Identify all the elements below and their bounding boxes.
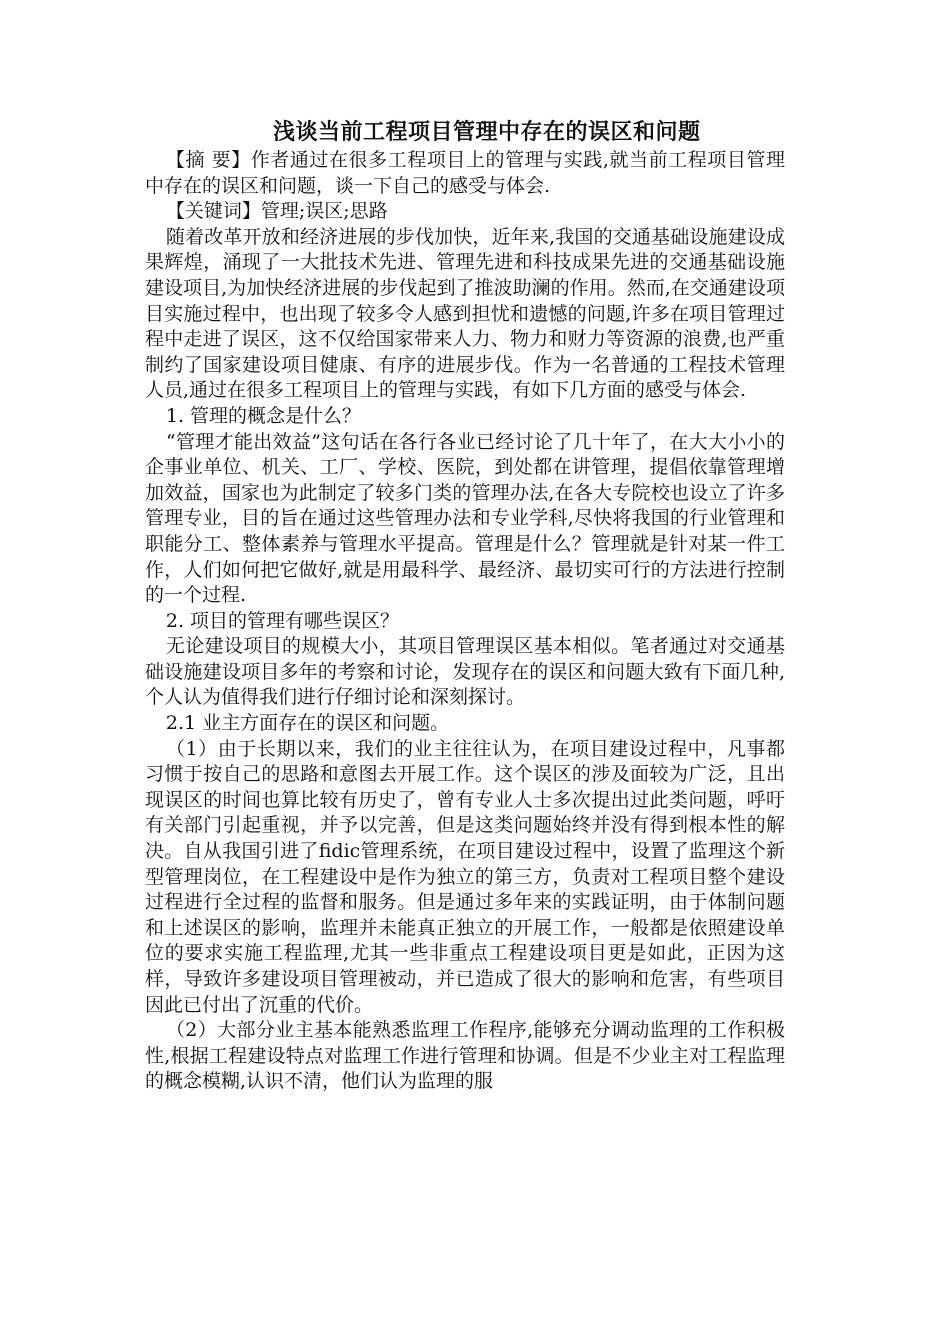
document-title: 浅谈当前工程项目管理中存在的误区和问题: [273, 120, 701, 145]
section-2-heading: 2. 项目的管理有哪些误区？: [165, 609, 400, 632]
section-1-heading: 1. 管理的概念是什么？: [165, 404, 362, 427]
section-2-body: 无论建设项目的规模大小，其项目管理误区基本相似。笔者通过对交通基础设施建设项目多年的考察和讨论，发现存在的误区和问题大致有下面几种,个人认为值得我们进行仔细讨论和深刻探讨。: [145, 635, 785, 709]
item-2-paragraph: （2）大部分业主基本能熟悉监理工作程序,能够充分调动监理的工作积极性,根据工程建设特点对监理工作进行管理和协调。但是不少业主对工程监理的概念模糊,认识不清，他们认为监理的服: [145, 1019, 785, 1093]
abstract-paragraph: 【摘 要】作者通过在很多工程项目上的管理与实践,就当前工程项目管理中存在的误区和问题，谈一下自己的感受与体会.: [145, 149, 785, 197]
keywords-line: 【关键词】管理;误区;思路: [165, 200, 388, 223]
section-2-1-heading: 2.1 业主方面存在的误区和问题。: [165, 712, 450, 735]
section-1-body: “管理才能出效益”这句话在各行各业已经讨论了几十年了，在大大小小的企事业单位、机关、工厂、学校、医院，到处都在讲管理，提倡依靠管理增加效益，国家也为此制定了较多门类的管理办法,在各大专院校也设立了许多管理专业，目的旨在通过这些管理办法和专业学科,尽快将我国的行业管理和职能分工、整体素养与管理水平提高。管理是什么？管理就是针对某一件工作，人们如何把它做好,就是用最科学、最经济、最切实可行的方法进行控制的一个过程.: [145, 430, 785, 607]
document-page: [145, 118, 785, 1095]
item-1-paragraph: （1）由于长期以来，我们的业主往往认为，在项目建设过程中，凡事都习惯于按自己的思路和意图去开展工作。这个误区的涉及面较为广泛，且出现误区的时间也算比较有历史了，曾有专业人士多次提出过此类问题，呼吁有关部门引起重视，并予以完善，但是这类问题始终并没有得到根本性的解决。自从我国引进了fidic管理系统，在项目建设过程中，设置了监理这个新型管理岗位，在工程建设中是作为独立的第三方，负责对工程项目整个建设过程进行全过程的监督和服务。但是通过多年来的实践证明，由于体制问题和上述误区的影响，监理并未能真正独立的开展工作，一般都是依照建设单位的要求实施工程监理,尤其一些非重点工程建设项目更是如此，正因为这样，导致许多建设项目管理被动，并已造成了很大的影响和危害，有些项目因此已付出了沉重的代价。: [145, 737, 785, 1016]
intro-paragraph: 随着改革开放和经济进展的步伐加快，近年来,我国的交通基础设施建设成果辉煌，涌现了一大批技术先进、管理先进和科技成果先进的交通基础设施建设项目,为加快经济进展的步伐起到了推波助澜的作用。然而,在交通建设项目实施过程中，也出现了较多令人感到担忧和遗憾的问题,许多在项目管理过程中走进了误区，这不仅给国家带来人力、物力和财力等资源的浪费,也严重制约了国家建设项目健康、有序的进展步伐。作为一名普通的工程技术管理人员,通过在很多工程项目上的管理与实践，有如下几方面的感受与体会.: [145, 225, 785, 402]
